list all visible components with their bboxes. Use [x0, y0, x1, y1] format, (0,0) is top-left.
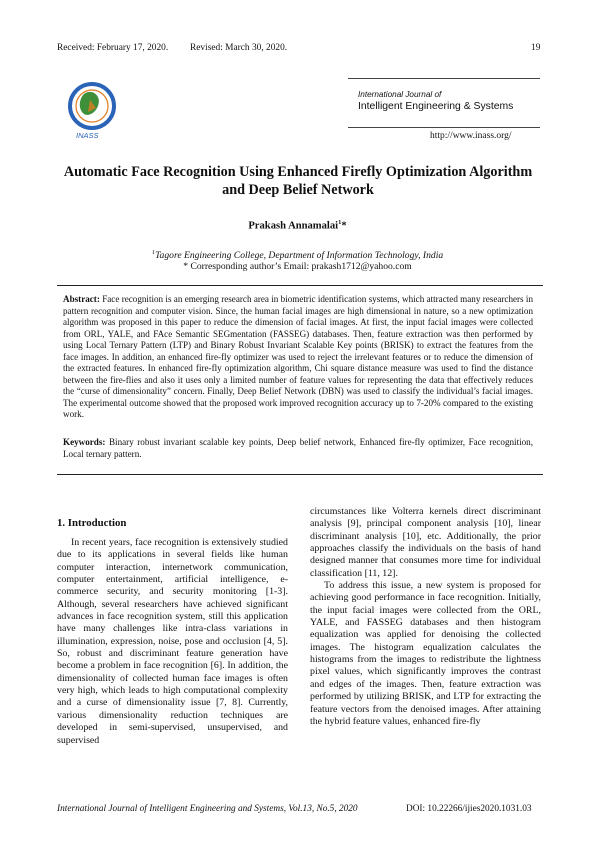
section-heading: 1. Introduction	[57, 517, 127, 529]
revised-date: Revised: March 30, 2020.	[190, 43, 288, 53]
journal-top-rule	[348, 78, 540, 79]
abstract-label: Abstract:	[63, 294, 100, 304]
abstract-bottom-rule	[57, 474, 543, 475]
author-mark: *	[341, 220, 347, 232]
journal-name-line2: Intelligent Engineering & Systems	[358, 101, 514, 112]
abstract	[63, 294, 533, 421]
author-line	[0, 219, 595, 232]
corresponding-author: * Corresponding author’s Email: prakash1712@yahoo.com	[183, 261, 412, 272]
journal-logo	[62, 78, 132, 144]
received-date: Received: February 17, 2020.	[57, 43, 169, 53]
journal-url[interactable]: http://www.inass.org/	[430, 131, 512, 141]
journal-name-line1: International Journal of	[358, 90, 442, 99]
intro-paragraph-2: To address this issue, a new system is proposed for achieving good performance in face recognition. Initially, the input facial images were collected from the ORL, YALE, and FASSEG databases and then histogram equalization was applied for denoising the collected images. The histogram equalization calculates the histograms from the images to redistribute the lightness pixel values, which significantly improves the contrast and edges of the images. Then, feature extraction was performed by utilizing BRISK, and LTP for extracting the feature vectors from the denoised images. After attaining the hybrid feature values, enhanced fire-fly	[310, 580, 541, 727]
right-column	[310, 506, 541, 728]
footer-journal-ref: International Journal of Intelligent Engineering and Systems, Vol.13, No.5, 2020	[57, 804, 358, 814]
abstract-text: Face recognition is an emerging research area in biometric identification systems, which attracted many researchers in pattern recognition and computer vision. Since, the human facial images are high dimensional in nature, so a new optimization algorithm was proposed in this paper to reduce the dimension of facial images. At first, the input facial images were collected from ORL, YALE, and FAce Semantic SEGmentation (FASSEG) databases. Then, feature extraction was then performed by using Local Ternary Pattern (LTP) and Binary Robust Invariant Scalable Key points (BRISK) to extract the features from the face images. In addition, an enhanced fire-fly optimizer was used to reject the irrelevant features or to reduce the dimension of the extracted features. In enhanced fire-fly optimization algorithm, Chi square distance measure was used to find the distance between the fire-flies and also it uses only a limited number of feature values for representing the data that effectively reduces the “curse of dimensionality” concern. Finally, Deep Belief Network (DBN) was used to classify the individual’s facial images. The experimental outcome showed that the proposed work improved recognition accuracy up to 7-20% compared to the existing work.	[63, 294, 533, 420]
journal-bottom-rule	[348, 127, 540, 128]
footer-doi[interactable]: DOI: 10.22266/ijies2020.1031.03	[406, 804, 532, 814]
keywords	[63, 437, 533, 460]
logo-text: INASS	[76, 131, 99, 140]
paper-title	[50, 163, 546, 199]
affiliation-sup: 1	[151, 249, 156, 256]
page-number: 19	[531, 43, 541, 53]
left-column	[57, 537, 288, 747]
affiliation-text: Tagore Engineering College, Department of Information Technology, India	[155, 250, 444, 262]
affiliation	[0, 249, 595, 261]
intro-paragraph-1: In recent years, face recognition is extensively studied due to its applications in several fields like human computer interaction, internetwork communication, computer entertainment, artificial intelligence, e-commerce security, and security monitoring [1-3]. Although, several researchers have achieved significant advances in face recognition system, still this application have many challenges like intra-class variations in illumination, expression, noise, pose and occlusion [4, 5]. So, robust and discriminant feature generation have become a problem in face recognition [6]. In addition, the dimensionality of collected human face images is often very high, which leads to high computational complexity and a curse of dimensionality issue [7, 8]. Currently, various dimensionality reduction techniques are developed in semi-supervised, unsupervised, and supervised	[57, 537, 288, 746]
title-line-1: Automatic Face Recognition Using Enhanced Firefly Optimization Algorithm	[63, 164, 533, 180]
author-name: Prakash Annamalai	[248, 220, 339, 232]
keywords-text: Binary robust invariant scalable key points, Deep belief network, Enhanced fire-fly optimizer, Face recognition, Local ternary pattern.	[63, 437, 533, 459]
title-line-2: and Deep Belief Network	[222, 182, 374, 198]
intro-paragraph-1-continued: circumstances like Volterra kernels direct discriminant analysis [9], principal component analysis [10], linear discriminant analysis [10], etc. Additionally, the prior approaches classify the individuals on the basis of hand designed manner that consumes more time for individual classification [11, 12].	[310, 506, 541, 579]
author-sup: 1	[338, 219, 342, 226]
keywords-label: Keywords:	[63, 437, 106, 447]
abstract-top-rule	[57, 285, 543, 286]
